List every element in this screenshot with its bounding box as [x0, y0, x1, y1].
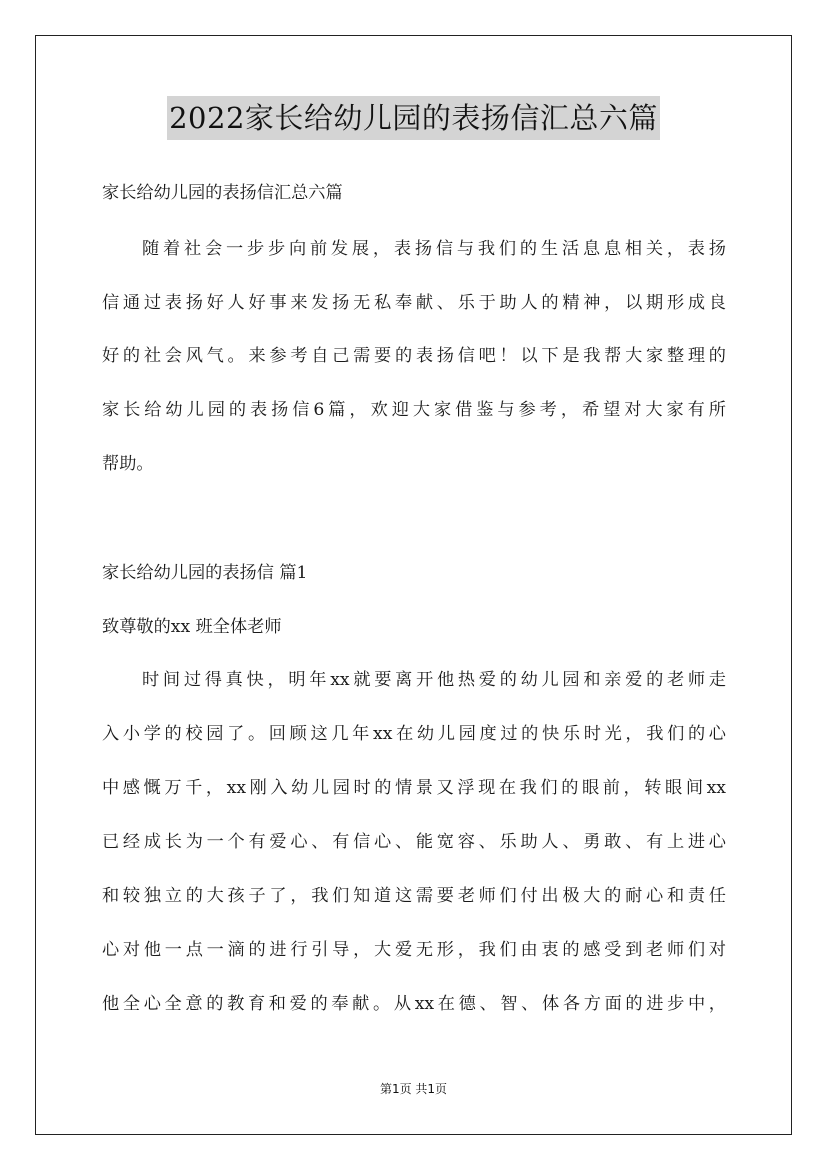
body-line-4: 已经成长为一个有爱心、有信心、能宽容、乐助人、勇敢、有上进心 — [102, 832, 726, 852]
salutation: 致尊敬的xx 班全体老师 — [102, 617, 282, 637]
subtitle: 家长给幼儿园的表扬信汇总六篇 — [102, 183, 343, 203]
intro-line-4: 家长给幼儿园的表扬信6篇，欢迎大家借鉴与参考，希望对大家有所 — [102, 400, 726, 420]
document-title: 2022家长给幼儿园的表扬信汇总六篇 — [167, 96, 660, 140]
body-line-5: 和较独立的大孩子了，我们知道这需要老师们付出极大的耐心和责任 — [102, 886, 726, 906]
title-container — [0, 96, 827, 140]
intro-line-2: 信通过表扬好人好事来发扬无私奉献、乐于助人的精神，以期形成良 — [102, 293, 726, 313]
body-line-7: 他全心全意的教育和爱的奉献。从xx在德、智、体各方面的进步中， — [102, 994, 726, 1014]
body-line-6: 心对他一点一滴的进行引导，大爱无形，我们由衷的感受到老师们对 — [102, 940, 726, 960]
intro-line-3: 好的社会风气。来参考自己需要的表扬信吧！以下是我帮大家整理的 — [102, 346, 726, 366]
intro-line-1: 随着社会一步步向前发展，表扬信与我们的生活息息相关，表扬 — [142, 239, 726, 259]
intro-line-5: 帮助。 — [102, 454, 154, 474]
body-line-1: 时间过得真快，明年xx就要离开他热爱的幼儿园和亲爱的老师走 — [142, 670, 726, 690]
section-heading: 家长给幼儿园的表扬信 篇1 — [102, 563, 308, 583]
page-footer: 第1页 共1页 — [379, 1082, 448, 1096]
body-line-2: 入小学的校园了。回顾这几年xx在幼儿园度过的快乐时光，我们的心 — [102, 724, 726, 744]
body-line-3: 中感慨万千，xx刚入幼儿园时的情景又浮现在我们的眼前，转眼间xx — [102, 778, 726, 798]
